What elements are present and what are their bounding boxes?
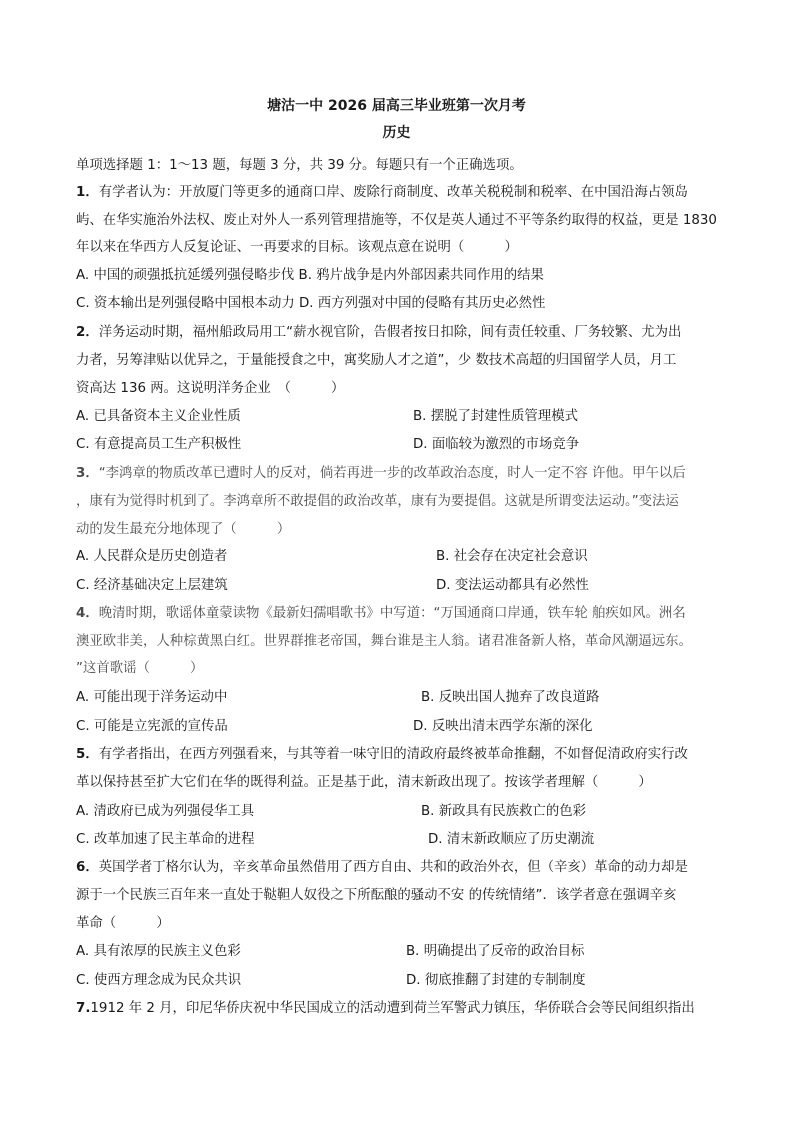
- question-4-line-2: 澳亚欧非美，人种棕黄黑白红。世界群推老帝国，舞台谁是主人翁。诸君准备新人格，革命风潮逼远东。: [76, 634, 692, 649]
- question-1-options-ab: A. 中国的顽强抵抗延缓列强侵略步伐 B. 鸦片战争是内外部因素共同作用的结果: [76, 268, 544, 283]
- question-6-line-2: 源于一个民族三百年来一直处于鞑靼人奴役之下所酝酿的骚动不安 的传统情绪”．该学者意在强调辛亥: [76, 888, 677, 903]
- question-2-number: 2．: [76, 325, 99, 340]
- question-7-number: 7.: [76, 1001, 91, 1016]
- subject-title: 历史: [382, 125, 411, 141]
- question-5-option-b: B. 新政具有民族救亡的色彩: [421, 804, 586, 819]
- question-3-number: 3．: [76, 466, 99, 481]
- question-3-line-2: ，康有为觉得时机到了。李鸿章所不敢提倡的政治改革，康有为要提倡。这就是所谓变法运动。”变法运: [76, 494, 679, 509]
- exam-title: 塘沽一中 2026 届高三毕业班第一次月考: [267, 98, 526, 114]
- question-4-option-d: D. 反映出清末西学东渐的深化: [413, 719, 593, 734]
- question-4-number: 4．: [76, 606, 99, 621]
- question-3-line-1: 3．“李鸿章的物质改革已遭时人的反对，倘若再进一步的改革政治态度，时人一定不容 许他。甲午以后: [76, 466, 686, 481]
- question-5-line-2: 革以保持甚至扩大它们在华的既得利益。正是基于此，清末新政出现了。按该学者理解（ ）: [76, 775, 652, 790]
- question-5-line-1: 5．有学者指出，在西方列强看来，与其等着一味守旧的清政府最终被革命推翻，不如督促清政府实行改: [76, 747, 688, 762]
- question-3-option-a: A. 人民群众是历史创造者: [76, 549, 228, 564]
- question-6-number: 6．: [76, 860, 99, 875]
- question-6-line-3: 革命（ ）: [76, 916, 170, 931]
- question-6-option-c: C. 使西方理念成为民众共识: [76, 973, 242, 988]
- question-1-options-cd: C. 资本输出是列强侵略中国根本动力 D. 西方列强对中国的侵略有其历史必然性: [76, 296, 546, 311]
- question-2-option-b: B. 摆脱了封建性质管理模式: [413, 409, 578, 424]
- question-7-line-1: 7.1912 年 2 月，印尼华侨庆祝中华民国成立的活动遭到荷兰军警武力镇压，华侨联合会等民间组织指出: [76, 1001, 695, 1016]
- question-5-option-d: D. 清末新政顺应了历史潮流: [428, 832, 595, 847]
- question-5-number: 5．: [76, 747, 99, 762]
- question-2-option-a: A. 已具备资本主义企业性质: [76, 409, 241, 424]
- question-2-option-c: C. 有意提高员工生产积极性: [76, 437, 242, 452]
- question-2-line-1: 2．洋务运动时期，福州船政局用工“薪水视官阶，告假者按日扣除，间有责任较重、厂务较繁、尤为出: [76, 325, 682, 340]
- question-4-option-b: B. 反映出国人抛弃了改良道路: [421, 690, 600, 705]
- question-4-line-3: ”这首歌谣（ ）: [76, 661, 204, 676]
- question-4-line-1: 4．晚清时期，歌谣体童蒙读物《最新妇孺唱歌书》中写道：“万国通商口岸通，铁车轮 舶疾如风。洲名: [76, 606, 686, 621]
- question-2-line-3: 资高达 136 两。这说明洋务企业 （ ）: [76, 381, 345, 396]
- question-1-line-2: 屿、在华实施治外法权、废止对外人一系列管理措施等，不仅是英人通过不平等条约取得的权益，更是 1830: [76, 213, 717, 228]
- section-instructions: 单项选择题 1：1～13 题，每题 3 分，共 39 分。每题只有一个正确选项。: [76, 158, 523, 173]
- question-3-option-b: B. 社会存在决定社会意识: [436, 549, 588, 564]
- question-5-option-c: C. 改革加速了民主革命的进程: [76, 832, 255, 847]
- question-3-option-c: C. 经济基础决定上层建筑: [76, 578, 228, 593]
- question-2-option-d: D. 面临较为激烈的市场竞争: [413, 437, 580, 452]
- question-2-line-2: 力者，另筹津贴以优异之，于量能授食之中，寓奖励人才之道”，少 数技术高超的归国留学人员，月工: [76, 353, 677, 368]
- question-6-option-a: A. 具有浓厚的民族主义色彩: [76, 944, 241, 959]
- question-6-line-1: 6．英国学者丁格尔认为，辛亥革命虽然借用了西方自由、共和的政治外衣，但（辛亥）革命的动力却是: [76, 860, 688, 875]
- question-4-option-c: C. 可能是立宪派的宣传品: [76, 719, 228, 734]
- question-4-option-a: A. 可能出现于洋务运动中: [76, 690, 228, 705]
- question-6-option-d: D. 彻底推翻了封建的专制制度: [406, 973, 586, 988]
- question-5-option-a: A. 清政府已成为列强侵华工具: [76, 804, 255, 819]
- question-3-line-3: 动的发生最充分地体现了（ ）: [76, 522, 291, 537]
- question-3-option-d: D. 变法运动都具有必然性: [436, 578, 589, 593]
- question-6-option-b: B. 明确提出了反帝的政治目标: [406, 944, 585, 959]
- question-1-line-1: 1．有学者认为：开放厦门等更多的通商口岸、废除行商制度、改革关税税制和税率、在中国沿海占领岛: [76, 185, 688, 200]
- question-1-number: 1．: [76, 185, 99, 200]
- question-1-line-3: 年以来在华西方人反复论证、一再要求的目标。该观点意在说明（ ）: [76, 240, 518, 255]
